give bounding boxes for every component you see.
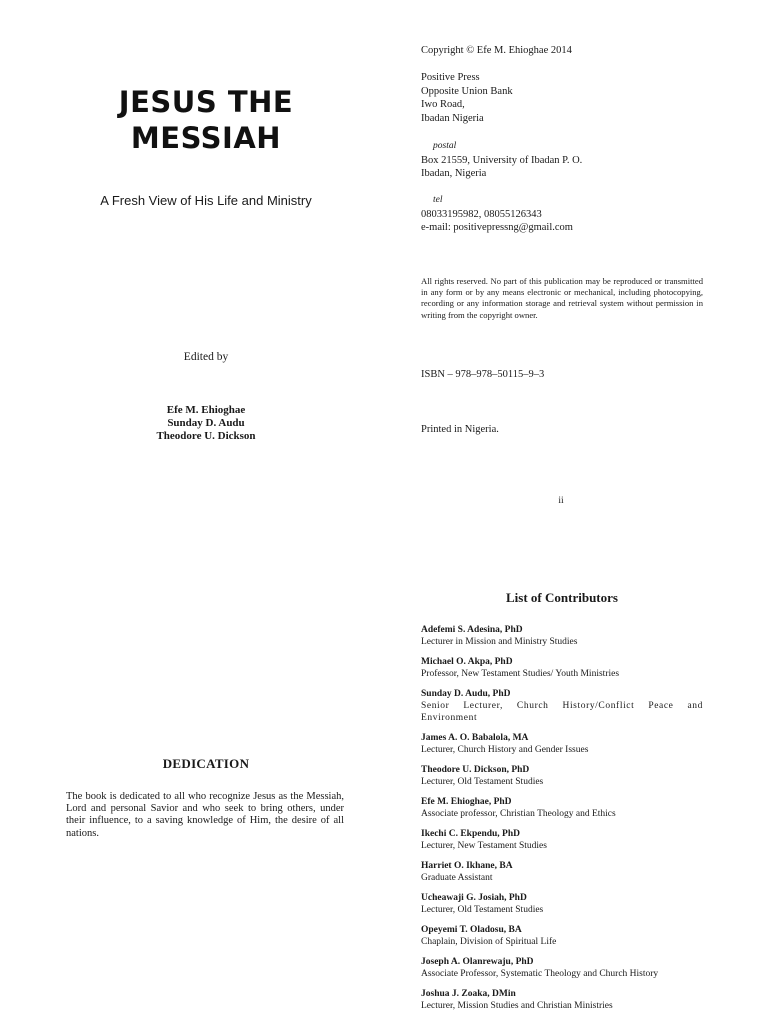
contributor-name: Efe M. Ehioghae, PhD: [421, 797, 512, 807]
contributor-role: Associate Professor, Systematic Theology and Church History: [421, 969, 659, 979]
book-title: [60, 84, 352, 156]
contributor-name: Ikechi C. Ekpendu, PhD: [421, 829, 520, 839]
publisher-line: Iwo Road,: [421, 99, 465, 110]
contributor-item: [421, 796, 703, 820]
postal-line: Ibadan, Nigeria: [421, 168, 487, 179]
editor-name: Sunday D. Audu: [167, 417, 245, 429]
edited-by-label: Edited by: [183, 351, 229, 363]
contributor-item: [421, 892, 703, 916]
contributor-item: [421, 860, 703, 884]
contributor-item: [421, 624, 703, 648]
contact-info: [421, 194, 703, 235]
printed-in: Printed in Nigeria.: [421, 424, 499, 435]
contributor-name: Michael O. Akpa, PhD: [421, 657, 513, 667]
dedication-text: The book is dedicated to all who recognize Jesus as the Messiah, Lord and personal Savior and who seek to bring others, under their influence, to a saving knowledge of Him, the desire of all nations.: [66, 791, 344, 839]
dedication-heading: DEDICATION: [162, 756, 250, 771]
contributor-item: [421, 924, 703, 948]
email-address: e-mail: positivepressng@gmail.com: [421, 222, 573, 233]
contributor-name: Opeyemi T. Oladosu, BA: [421, 925, 522, 935]
editor-name: Efe M. Ehioghae: [166, 404, 246, 416]
contributor-name: Joshua J. Zoaka, DMin: [421, 989, 516, 999]
contributors-list: [421, 624, 703, 1020]
contributor-name: Theodore U. Dickson, PhD: [421, 765, 530, 775]
contributor-role: Graduate Assistant: [421, 873, 493, 883]
contributor-role: Lecturer, New Testament Studies: [421, 841, 547, 851]
publisher-line: Ibadan Nigeria: [421, 112, 484, 124]
isbn: ISBN – 978–978–50115–9–3: [421, 369, 545, 380]
phone-numbers: 08033195982, 08055126343: [421, 208, 542, 220]
contributor-item: [421, 956, 703, 980]
postal-label: postal: [433, 141, 457, 151]
page-number: ii: [558, 496, 564, 506]
contributor-name: Sunday D. Audu, PhD: [421, 689, 511, 699]
contributor-role: Senior Lecturer, Church History/Conflict Peace and Environment: [421, 701, 703, 723]
tel-label: tel: [433, 195, 443, 205]
publisher-line: Opposite Union Bank: [421, 85, 513, 97]
contributor-item: [421, 688, 703, 724]
postal-line: Box 21559, University of Ibadan P. O.: [421, 154, 583, 166]
contributor-role: Lecturer, Old Testament Studies: [421, 777, 544, 787]
contributor-name: Harriet O. Ikhane, BA: [421, 861, 513, 871]
copyright-notice: Copyright © Efe M. Ehioghae 2014: [421, 45, 572, 56]
contributor-role: Lecturer, Mission Studies and Christian Ministries: [421, 1001, 613, 1011]
contributor-name: Joseph A. Olanrewaju, PhD: [421, 957, 534, 967]
contributor-role: Associate professor, Christian Theology and Ethics: [421, 809, 616, 819]
contributor-name: Adefemi S. Adesina, PhD: [421, 625, 523, 635]
editor-name: Theodore U. Dickson: [156, 430, 256, 442]
book-title-line-1: JESUS THE: [118, 85, 294, 119]
contributor-role: Chaplain, Division of Spiritual Life: [421, 937, 557, 947]
contributor-role: Lecturer in Mission and Ministry Studies: [421, 637, 578, 647]
contributor-role: Lecturer, Church History and Gender Issues: [421, 745, 589, 755]
contributor-name: Ucheawaji G. Josiah, PhD: [421, 893, 527, 903]
contributor-role: Professor, New Testament Studies/ Youth Ministries: [421, 669, 620, 679]
contributor-name: James A. O. Babalola, MA: [421, 733, 529, 743]
contributor-item: [421, 764, 703, 788]
contributor-role: Lecturer, Old Testament Studies: [421, 905, 544, 915]
contributor-item: [421, 828, 703, 852]
contributor-item: [421, 988, 703, 1012]
rights-statement: All rights reserved. No part of this publication may be reproduced or transmitted in any form or by any means electronic or mechanical, including photocopying, recording or any information storage and retrieval system without permission in writing from the copyright owner.: [421, 276, 703, 320]
contributors-heading: List of Contributors: [506, 590, 618, 605]
book-title-line-2: MESSIAH: [130, 121, 282, 155]
postal-address: [421, 140, 703, 181]
contributor-item: [421, 656, 703, 680]
publisher-address: [421, 71, 703, 125]
book-subtitle: A Fresh View of His Life and Ministry: [100, 193, 312, 208]
editors-list: [106, 404, 306, 443]
contributor-item: [421, 732, 703, 756]
publisher-line: Positive Press: [421, 72, 480, 83]
